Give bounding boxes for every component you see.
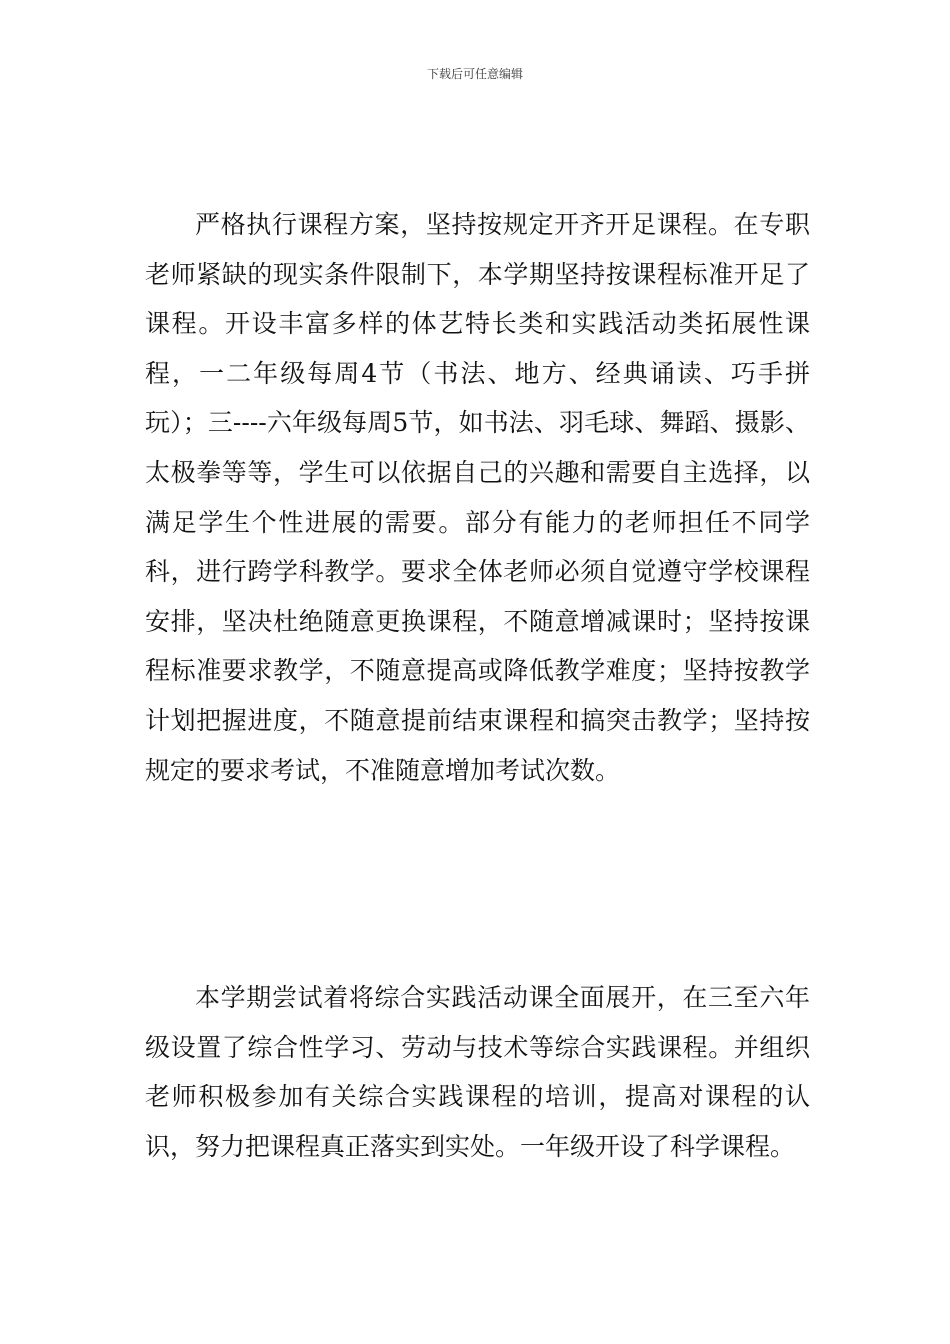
body-paragraph-1: 严格执行课程方案，坚持按规定开齐开足课程。在专职老师紧缺的现实条件限制下，本学期坚持按课程标准开足了课程。开设丰富多样的体艺特长类和实践活动类拓展性课程，一二年级每周4节（书法、地方、经典诵读、巧手拼玩）；三----六年级每周5节，如书法、羽毛球、舞蹈、摄影、太极拳等等，学生可以依据自己的兴趣和需要自主选择，以满足学生个性进展的需要。部分有能力的老师担任不同学科，进行跨学科教学。要求全体老师必须自觉遵守学校课程安排，坚决杜绝随意更换课程，不随意增减课时；坚持按课程标准要求教学，不随意提高或降低教学难度；坚持按教学计划把握进度，不随意提前结束课程和搞突击教学；坚持按规定的要求考试，不准随意增加考试次数。 bbox=[145, 210, 810, 785]
page-header: 下载后可任意编辑 bbox=[426, 67, 523, 81]
body-paragraph-2: 本学期尝试着将综合实践活动课全面展开，在三至六年级设置了综合性学习、劳动与技术等综合实践课程。并组织老师积极参加有关综合实践课程的培训，提高对课程的认识，努力把课程真正落实到实处。一年级开设了科学课程。 bbox=[145, 983, 810, 1161]
